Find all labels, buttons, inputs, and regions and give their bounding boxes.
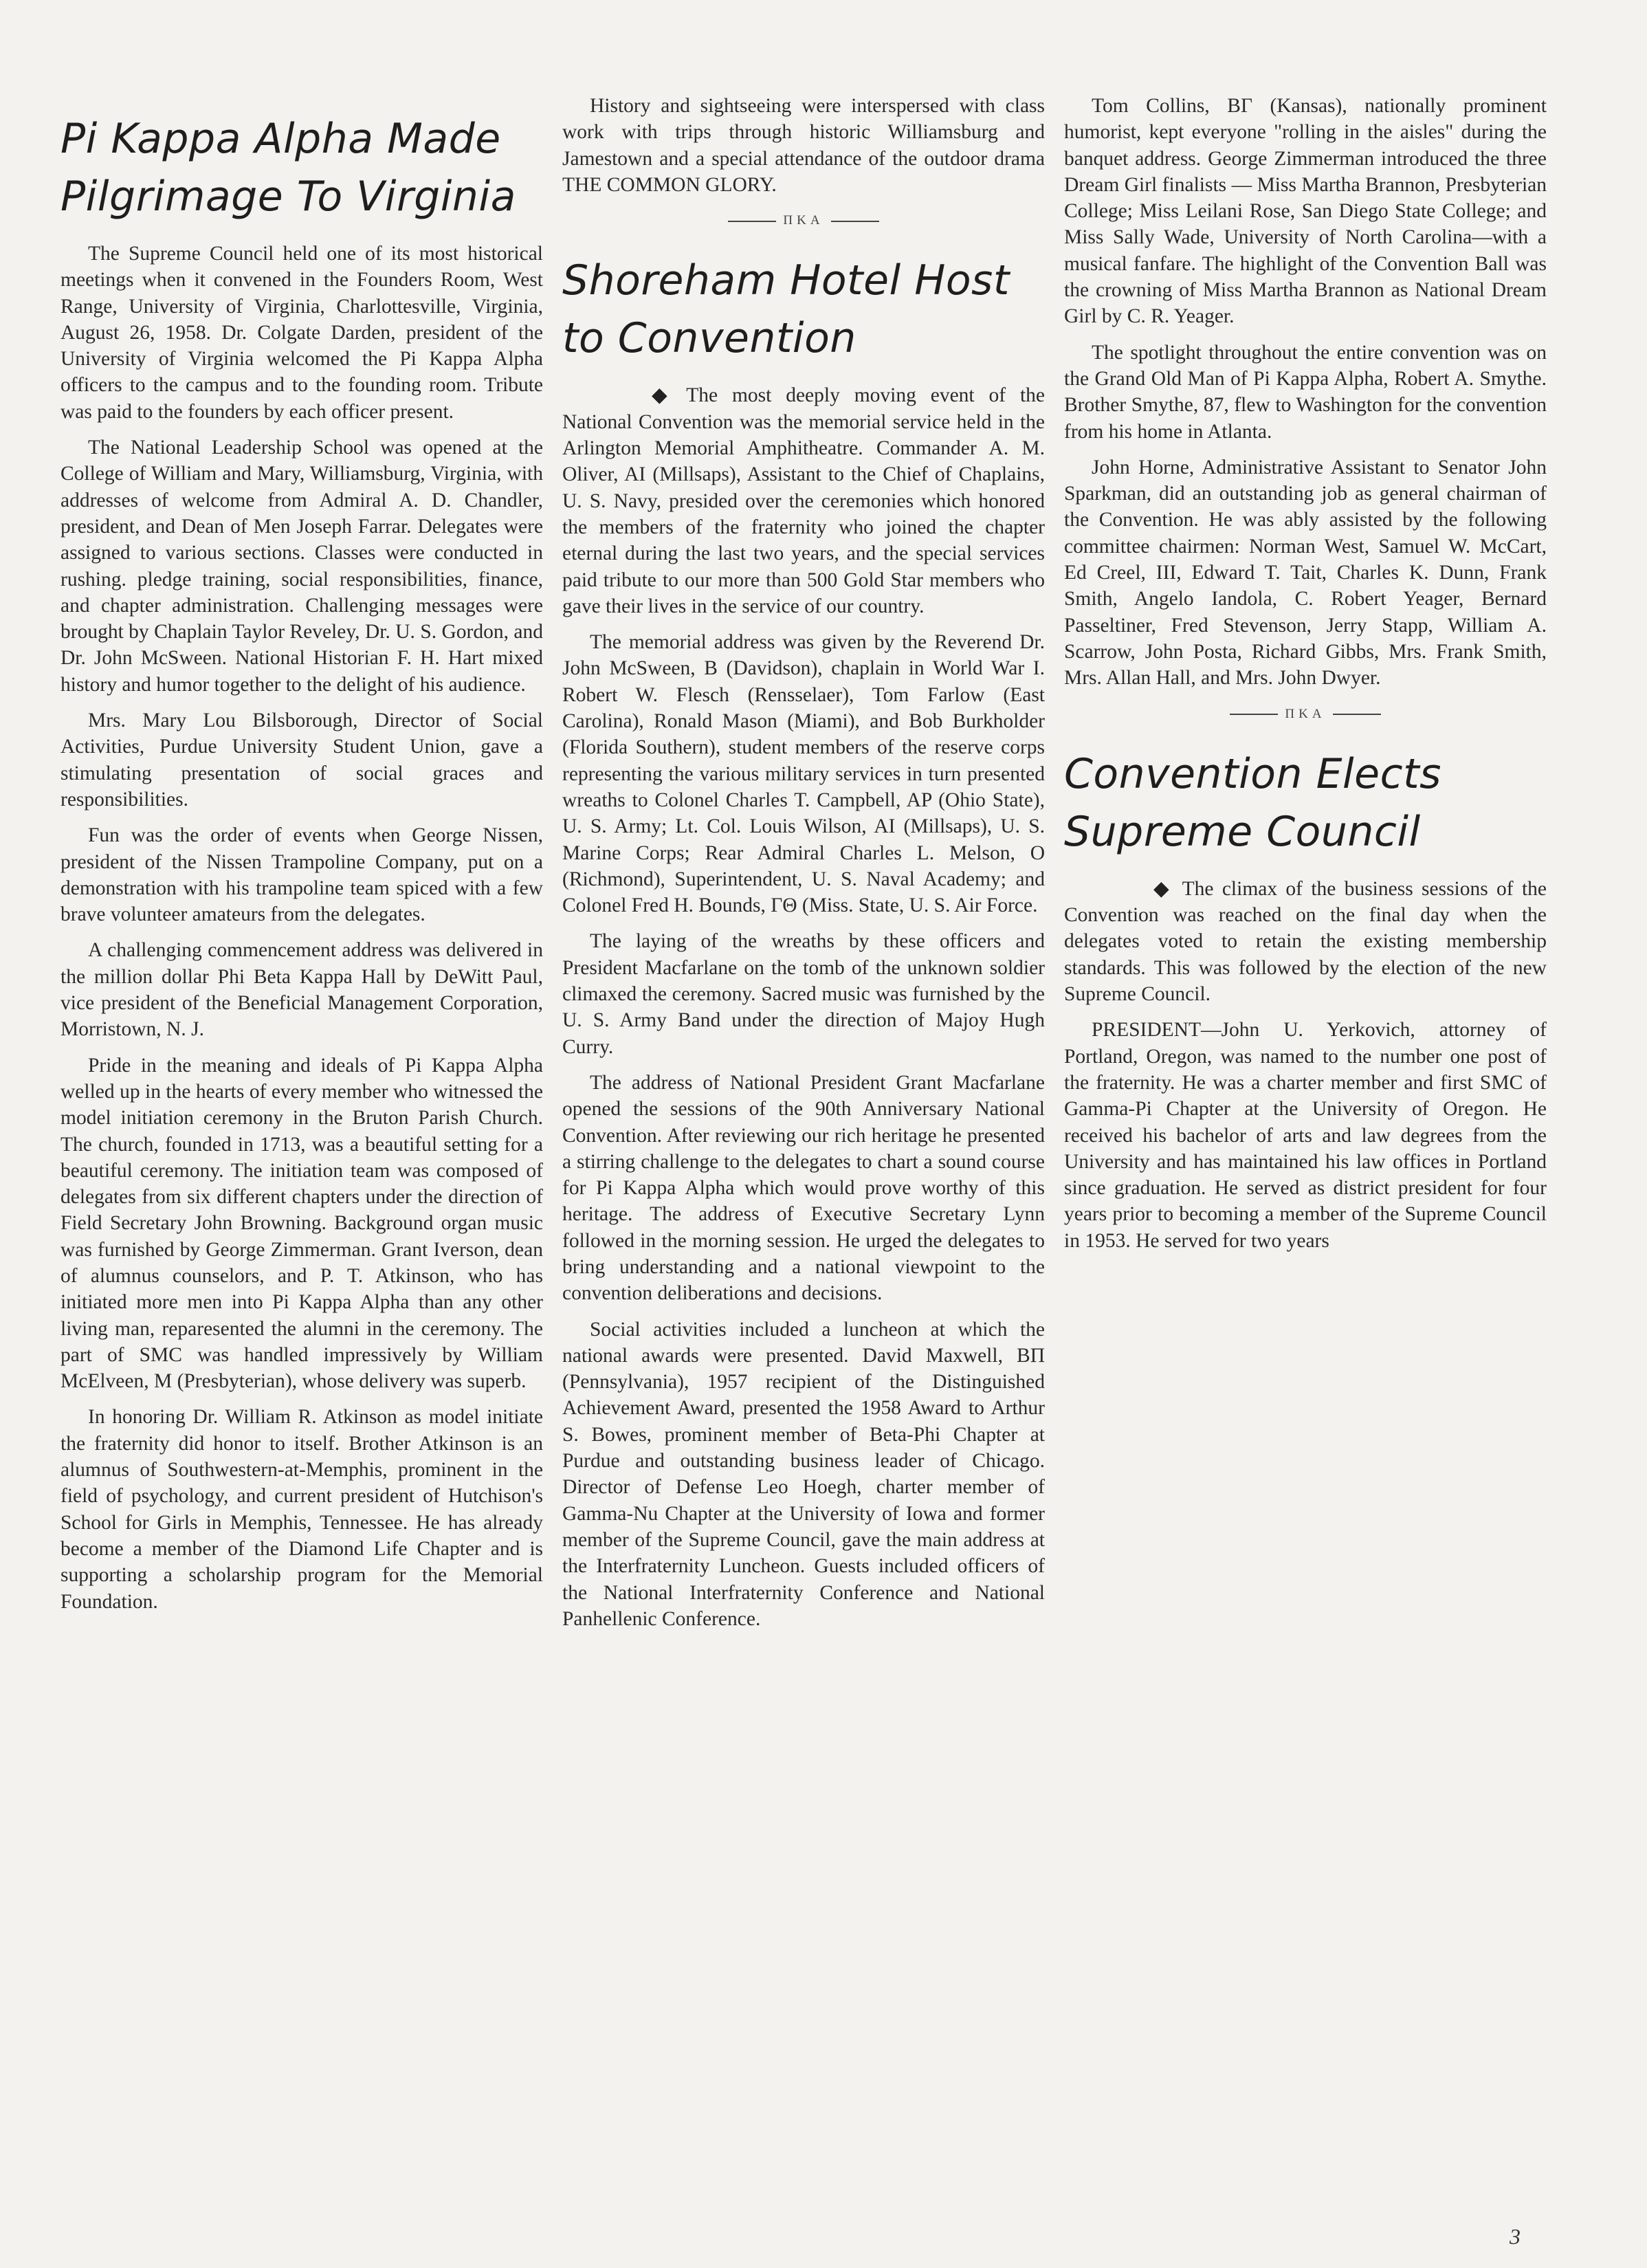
diamond-bullet-icon: ◆ [652, 384, 677, 407]
page-number: 3 [1510, 2224, 1521, 2249]
pi-kappa-alpha-separator: ΠΚΑ [562, 208, 1045, 234]
column-3 [1064, 93, 1547, 1264]
article-1-paragraph: History and sightseeing were interspersed with class work with trips through historic Williamsburg and Jamestown and a special attendance of the outdoor drama THE COMMON GLORY. [562, 95, 1045, 196]
article-1-paragraph: A challenging commencement address was delivered in the million dollar Phi Beta Kappa Hall by DeWitt Paul, vice president of the Beneficial Management Corporation, Morristown, N. J. [60, 939, 543, 1041]
article-2-title: Shoreham Hotel Host to Convention [562, 256, 1010, 363]
article-3-lead-text: The climax of the business sessions of the Convention was reached on the final day when the delegates voted to retain the existing membership standards. This was followed by the election of the new Supreme Council. [1064, 877, 1547, 1006]
column-2 [562, 93, 1045, 1642]
column-1 [60, 110, 543, 1625]
article-1-paragraph: The National Leadership School was opened at the College of William and Mary, Williamsburg, Virginia, with addresses of welcome from Admiral A. D. Chandler, president, and Dean of Men Joseph Farrar. Delegates were assigned to various sections. Classes were conducted in rushing. pledge training, social responsibilities, finance, and chapter administration. Challenging messages were brought by Chaplain Taylor Reveley, Dr. U. S. Gordon, and Dr. John McSween. National Historian F. H. Hart mixed history and humor together to the delight of his audience. [60, 437, 543, 696]
article-3-lead-paragraph [1064, 876, 1547, 1007]
article-1-paragraph: Fun was the order of events when George Nissen, president of the Nissen Trampoline Company, put on a demonstration with his trampoline team spiced with a few brave volunteer amateurs from the delegates. [60, 824, 543, 926]
article-2-lead-paragraph [562, 382, 1045, 619]
article-3-title: Convention Elects Supreme Council [1064, 749, 1441, 856]
article-2-paragraph: The spotlight throughout the entire convention was on the Grand Old Man of Pi Kappa Alpha, Robert A. Smythe. Brother Smythe, 87, flew to Washington for the convention from his home in Atlanta. [1064, 341, 1547, 443]
article-1-paragraph: In honoring Dr. William R. Atkinson as model initiate the fraternity did honor to itself. Brother Atkinson is an alumnus of Southwestern-at-Memphis, prominent in the field of psychology, and current president of Hutchison's School for Girls in Memphis, Tennessee. He has already become a member of the Diamond Life Chapter and is supporting a scholarship program for the Memorial Foundation. [60, 1406, 543, 1613]
article-2-lead-text: The most deeply moving event of the National Convention was the memorial service held in the Arlington Memorial Amphitheatre. Commander A. M. Oliver, AI (Millsaps), Assistant to the Chief of Chaplains, U. S. Navy, presided over the ceremonies which honored the members of the fraternity who joined the chapter eternal during the last two years, and the special services paid tribute to our more than 500 Gold Star members who gave their lives in the service of our country. [562, 384, 1046, 617]
article-2-paragraph: Tom Collins, BΓ (Kansas), nationally prominent humorist, kept everyone "rolling in the aisles" during the banquet address. George Zimmerman introduced the three Dream Girl finalists — Miss Martha Brannon, Presbyterian College; Miss Leilani Rose, San Diego State College; and Miss Sally Wade, University of North Carolina—with a musical fanfare. The highlight of the Convention Ball was the crowning of Miss Martha Brannon as National Dream Girl by C. R. Yeager. [1064, 95, 1547, 328]
article-3-paragraph: PRESIDENT—John U. Yerkovich, attorney of Portland, Oregon, was named to the number one post of the fraternity. He was a charter member and first SMC of Gamma-Pi Chapter at the University of Oregon. He received his bachelor of arts and law degrees from the University and has maintained his law offices in Portland since graduation. He served as district president for four years prior to becoming a member of the Supreme Council in 1953. He served for two years [1064, 1019, 1547, 1252]
pi-kappa-alpha-separator: ΠΚΑ [1064, 701, 1547, 727]
article-2-paragraph: Social activities included a luncheon at which the national awards were presented. David Maxwell, BΠ (Pennsylvania), 1957 recipient of the Distinguished Achievement Award, presented the 1958 Award to Arthur S. Bowes, prominent member of Beta-Phi Chapter at Purdue and outstanding business leader of Chicago. Director of Defense Leo Hoegh, charter member of Gamma-Nu Chapter at the University of Iowa and former member of the Supreme Council, gave the main address at the Interfraternity Luncheon. Guests included officers of the National Interfraternity Conference and National Panhellenic Conference. [562, 1318, 1045, 1630]
article-2-paragraph: The memorial address was given by the Reverend Dr. John McSween, B (Davidson), chaplain in World War I. Robert W. Flesch (Rensselaer), Tom Farlow (East Carolina), Ronald Mason (Miami), and Bob Burkholder (Florida Southern), student members of the reserve corps representing the various military services in turn presented wreaths to Colonel Charles T. Campbell, AP (Ohio State), U. S. Army; Lt. Col. Louis Wilson, AI (Millsaps), U. S. Marine Corps; Rear Admiral Charles L. Melson, O (Richmond), Superintendent, U. S. Naval Academy; and Colonel Fred H. Bounds, ΓΘ (Miss. State, U. S. Air Force. [562, 631, 1045, 917]
article-2-paragraph: The laying of the wreaths by these officers and President Macfarlane on the tomb of the unknown soldier climaxed the ceremony. Sacred music was furnished by the U. S. Army Band under the direction of Majoy Hugh Curry. [562, 930, 1045, 1058]
article-1-paragraph: The Supreme Council held one of its most historical meetings when it convened in the Founders Room, West Range, University of Virginia, Charlottesville, Virginia, August 26, 1958. Dr. Colgate Darden, president of the University of Virginia welcomed the Pi Kappa Alpha officers to the campus and to the founding room. Tribute was paid to the founders by each officer present. [60, 243, 543, 423]
article-2-paragraph: The address of National President Grant Macfarlane opened the sessions of the 90th Anniversary National Convention. After reviewing our rich heritage he presented a stirring challenge to the delegates to chart a sound course for Pi Kappa Alpha which would prove worthy of this heritage. The address of Executive Secretary Lynn followed in the morning session. He urged the delegates to bring understanding and a national viewpoint to the convention deliberations and decisions. [562, 1071, 1045, 1305]
article-2-paragraph: John Horne, Administrative Assistant to Senator John Sparkman, did an outstanding job as general chairman of the Convention. He was ably assisted by the following committee chairmen: Norman West, Samuel W. McCart, Ed Creel, III, Edward T. Tait, Charles K. Dunn, Frank Smith, Angelo Iandola, C. Robert Yeager, Bernard Passeltiner, Fred Stevenson, Jerry Stapp, William A. Scarrow, John Posta, Richard Gibbs, Mrs. Frank Smith, Mrs. Allan Hall, and Mrs. John Dwyer. [1064, 456, 1547, 690]
article-1-paragraph: Mrs. Mary Lou Bilsborough, Director of Social Activities, Purdue University Student Union, gave a stimulating presentation of social graces and responsibilities. [60, 709, 543, 811]
diamond-bullet-icon: ◆ [1153, 877, 1173, 900]
article-1-paragraph: Pride in the meaning and ideals of Pi Kappa Alpha welled up in the hearts of every member who witnessed the model initiation ceremony in the Bruton Parish Church. The church, founded in 1713, was a beautiful setting for a beautiful ceremony. The initiation team was composed of delegates from six different chapters under the direction of Field Secretary John Browning. Background organ music was furnished by George Zimmerman. Grant Iverson, dean of alumnus counselors, and P. T. Atkinson, who has initiated more men into Pi Kappa Alpha than any other living man, reparesented the alumni in the ceremony. The part of SMC was handled impressively by William McElveen, M (Presbyterian), whose delivery was superb. [60, 1054, 543, 1393]
article-1-title: Pi Kappa Alpha Made Pilgrimage To Virginia [60, 115, 516, 221]
